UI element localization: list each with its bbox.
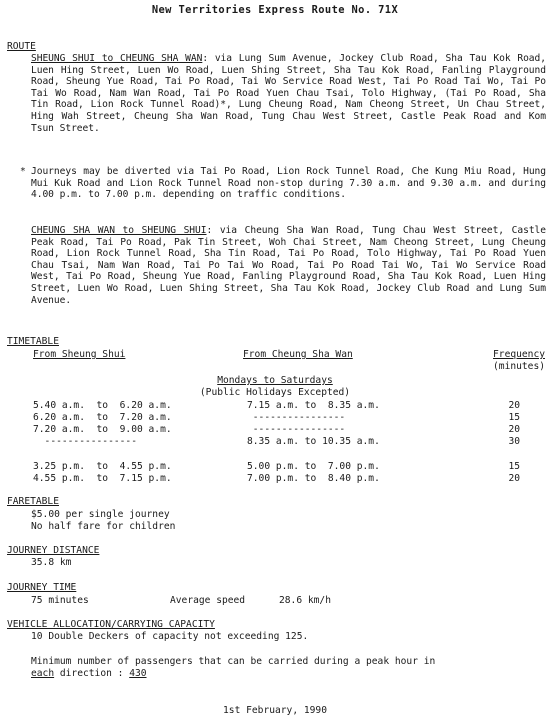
diversion-note-mark: *	[20, 166, 26, 177]
timetable-cell-sheung-shui: 5.40 a.m. to 6.20 a.m.	[33, 400, 172, 411]
timetable-cell-cheung-sha-wan: 5.00 p.m. to 7.00 p.m.	[247, 461, 380, 472]
vehicle-heading: VEHICLE ALLOCATION/CARRYING CAPACITY	[7, 619, 215, 630]
average-speed-value: 28.6 km/h	[279, 595, 331, 606]
route-direction-2	[31, 225, 546, 329]
timetable-cell-sheung-shui: 4.55 p.m. to 7.15 p.m.	[33, 473, 172, 484]
distance-heading: JOURNEY DISTANCE	[7, 545, 100, 556]
timetable-cell-cheung-sha-wan: ----------------	[247, 412, 346, 423]
peak-hour-capacity-value: 430	[129, 668, 147, 679]
peak-hour-each: each	[31, 668, 55, 679]
timetable-heading: TIMETABLE	[7, 336, 59, 347]
document-date: 1st February, 1990	[223, 705, 327, 716]
peak-hour-capacity-text: Minimum number of passengers that can be carried during a peak hour in	[31, 656, 436, 667]
diversion-note: Journeys may be diverted via Tai Po Road, Lion Rock Tunnel Road, Che Kung Miu Road, Hung Mui Kuk Road and Lion Rock Tunnel Road non-stop during 7.30 a.m. and 9.30 a.m. and during 4.00 p.m. to 7.00 p.m. depending on traffic conditions.	[31, 166, 546, 201]
timetable-cell-sheung-shui: 6.20 a.m. to 7.20 a.m.	[33, 412, 172, 423]
timetable-cell-cheung-sha-wan: ----------------	[247, 424, 346, 435]
route-direction-1-text: : via Lung Sum Avenue, Jockey Club Road, Sha Tau Kok Road, Luen Hing Street, Luen Wo Road, Luen Shing Street, Sha Tau Kok Road, Fanling Playground Road, Sheung Yue Road, Tai Po Road, Tai Wo Service Road West, Tai Po Road Tai Wo, Tai Po Tai Wo Road, Nam Wan Road, Tai Po Road Yuen Chau Tsai, Tolo Highway, (Tai Po Road, Sha Tin Road, Lion Rock Tunnel Road)*, Lung Cheung Road, Nam Cheong Street, Un Chau Street, Hing Wah Street, Cheung Sha Wan Road, Tung Chau West Street, Castle Peak Road and Kom Tsun Street.	[31, 53, 546, 134]
journey-time-heading: JOURNEY TIME	[7, 582, 77, 593]
route-direction-1-label: SHEUNG SHUI to CHEUNG SHA WAN	[31, 53, 203, 64]
timetable-cell-sheung-shui: 3.25 p.m. to 4.55 p.m.	[33, 461, 172, 472]
timetable-cell-frequency: 15	[508, 412, 520, 423]
timetable-cell-frequency: 30	[508, 436, 520, 447]
timetable-cell-sheung-shui: 7.20 a.m. to 9.00 a.m.	[33, 424, 172, 435]
journey-time-value: 75 minutes	[31, 595, 89, 606]
timetable-col-frequency: Frequency	[493, 349, 545, 360]
route-heading: ROUTE	[7, 41, 36, 52]
timetable-cell-cheung-sha-wan: 7.00 p.m. to 8.40 p.m.	[247, 473, 380, 484]
timetable-col-cheung-sha-wan: From Cheung Sha Wan	[243, 349, 353, 360]
route-direction-1	[31, 53, 546, 157]
timetable-cell-frequency: 20	[508, 473, 520, 484]
distance-value: 35.8 km	[31, 557, 72, 568]
average-speed-label: Average speed	[170, 595, 246, 606]
timetable-cell-sheung-shui: ----------------	[33, 436, 137, 447]
timetable-cell-cheung-sha-wan: 8.35 a.m. to 10.35 a.m.	[247, 436, 380, 447]
route-direction-2-label: CHEUNG SHA WAN to SHEUNG SHUI	[31, 225, 207, 236]
timetable-cell-cheung-sha-wan: 7.15 a.m. to 8.35 a.m.	[247, 400, 380, 411]
route-direction-2-text: : via Cheung Sha Wan Road, Tung Chau West Street, Castle Peak Road, Tai Po Road, Pak Tin Street, Woh Chai Street, Nam Cheong Street, Lung Cheung Road, Lion Rock Tunnel Road, Sha Tin Road, Tai Po Road, Tolo Highway, Tai Po Road Yuen Chau Tsai, Nam Wan Road, Tai Po Tai Wo Road, Tai Po Road Tai Wo, Tai Wo Service Road West, Tai Po Road, Sheung Yue Road, Fanling Playground Road, Sha Tau Kok Road, Luen Hing Street, Luen Wo Road, Luen Shing Street, Sha Tau Kok Road, Jockey Club Road and Lung Sum Avenue.	[31, 225, 546, 306]
timetable-days: Mondays to Saturdays	[217, 375, 333, 386]
timetable-col-frequency-unit: (minutes)	[493, 361, 545, 372]
faretable-heading: FARETABLE	[7, 496, 59, 507]
timetable-cell-frequency: 20	[508, 424, 520, 435]
timetable-cell-frequency: 20	[508, 400, 520, 411]
timetable-col-sheung-shui: From Sheung Shui	[33, 349, 126, 360]
fare-single-journey: $5.00 per single journey	[31, 509, 170, 520]
fare-children: No half fare for children	[31, 521, 176, 532]
vehicle-allocation: 10 Double Deckers of capacity not exceeding 125.	[31, 631, 309, 642]
timetable-days-note: (Public Holidays Excepted)	[199, 387, 351, 398]
timetable-cell-frequency: 15	[508, 461, 520, 472]
peak-hour-direction: direction :	[54, 668, 130, 679]
document-title: New Territories Express Route No. 71X	[151, 4, 399, 16]
peak-hour-capacity-line	[31, 668, 147, 680]
